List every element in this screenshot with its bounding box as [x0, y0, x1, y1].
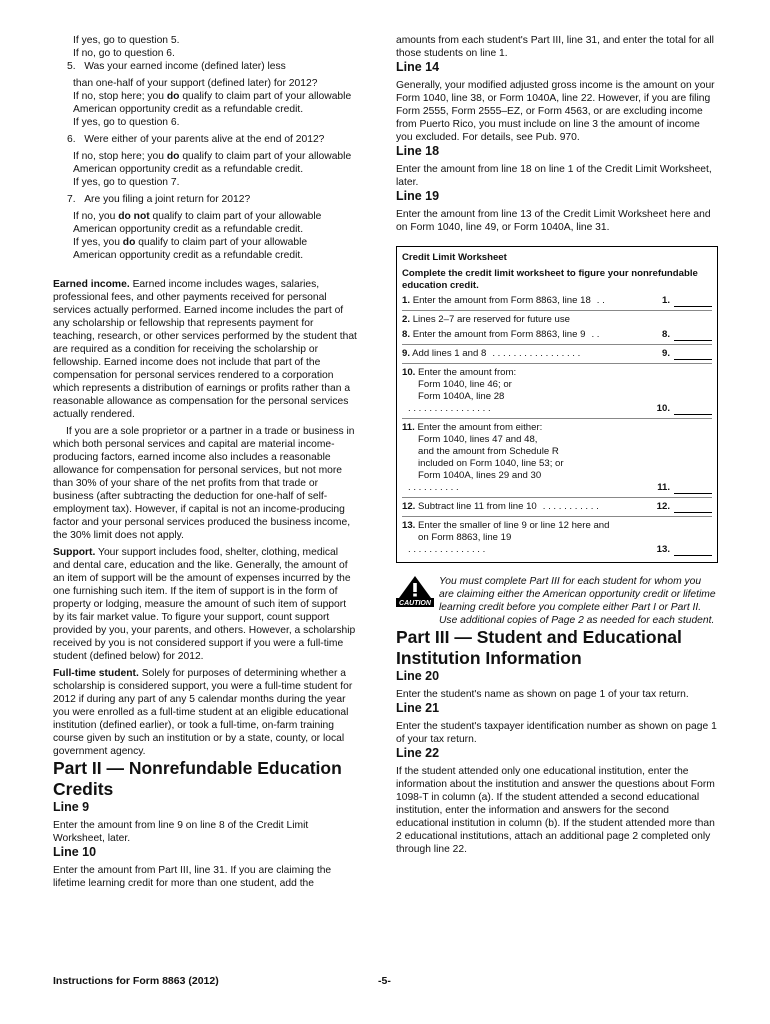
worksheet-row-number: 11. [402, 422, 415, 433]
q5-line: If yes, go to question 6. [73, 117, 180, 128]
footer-title: Instructions for Form 8863 (2012) [53, 975, 219, 987]
line-18-heading: Line 18 [396, 144, 440, 158]
question-text: Are you filing a joint return for 2012? [84, 194, 251, 205]
line-9-heading: Line 9 [53, 800, 90, 814]
line-20-text: Enter the student's name as shown on page 1 of your tax return. [396, 689, 689, 700]
line-10-heading: Line 10 [53, 845, 97, 859]
worksheet-row-text [402, 501, 648, 513]
fulltime-student-text: Solely for purposes of determining whether a scholarship is considered support, you were a full-time student for 2012 if during any part of any 5 calendar months during the year you were enrolled as a full-time student at an eligible educational institution (defined earlier), or took a full-time, on-farm training course given by such an institution or by a state, county, or local government agency. [53, 668, 353, 757]
worksheet-row-subline: Form 1040A, lines 29 and 30 [418, 470, 542, 481]
worksheet-entry-number: 9. [661, 348, 670, 359]
right-column [396, 34, 718, 856]
question-5 [53, 60, 358, 73]
worksheet-heading: Complete the credit limit worksheet to figure your nonrefundable education credit. [402, 268, 698, 291]
worksheet-row-number: 12. [402, 501, 416, 512]
worksheet-entry-field[interactable] [674, 545, 712, 556]
leader-dots: . . [596, 295, 605, 306]
worksheet-row [402, 516, 712, 556]
worksheet-entry-number: 1. [661, 295, 670, 306]
leader-dots: . . . . . . . . . . . . . . . . . [492, 348, 581, 359]
earned-income-paragraph-2: If you are a sole proprietor or a partner in a trade or business in which both personal services and capital are material income-producing factors, earned income also includes a reasonable allowance for compensation for personal services, but not more than 30% of your share of the net profits from that trade or business (after subtracting the deduction for one-half of self-employment tax). However, if capital is not an income-producing factor and your personal services produced the business income, the 30% limit does not apply. [53, 426, 355, 541]
q6-line: American opportunity credit as a refundable credit. [73, 164, 304, 175]
leader-dots: . . . . . . . . . . . [542, 501, 599, 512]
worksheet-entry-number: 11. [657, 482, 670, 493]
worksheet-row-number: 10. [402, 367, 416, 378]
worksheet-row [402, 418, 712, 494]
worksheet-rows [402, 295, 712, 556]
q5-text: If no, stop here; you [73, 91, 167, 102]
question-number: 7. [67, 194, 76, 205]
q6-line: If yes, go to question 7. [73, 177, 180, 188]
worksheet-row [402, 295, 712, 307]
worksheet-entry-number: 13. [656, 544, 670, 555]
line-14-heading: Line 14 [396, 60, 440, 74]
q7-bold: do not [118, 211, 150, 222]
q7-text: qualify to claim part of your allowable [149, 211, 322, 222]
worksheet-row-text [402, 329, 648, 341]
q7-text: qualify to claim part of your allowable [135, 237, 308, 248]
worksheet-row-number: 9. [402, 348, 411, 359]
worksheet-row-number: 1. [402, 295, 411, 306]
caution-text: You must complete Part III for each student for whom you are claiming either the American opportunity credit or lifetime learning credit before you complete either Part I or Part II. Use additional copies of Page 2 as needed for each student. [439, 576, 716, 626]
q5-line: American opportunity credit as a refundable credit. [73, 104, 304, 115]
q5-text: qualify to claim part of your allowable [179, 91, 352, 102]
worksheet-row-text [402, 348, 648, 360]
q7-line: American opportunity credit as a refundable credit. [73, 224, 304, 235]
worksheet-entry-field[interactable] [674, 502, 712, 513]
worksheet-row-text [402, 367, 648, 415]
worksheet-row-text [402, 314, 712, 326]
q6-line [53, 150, 358, 163]
question-text: Was your earned income (defined later) less [84, 61, 286, 72]
fulltime-student-paragraph [53, 667, 358, 758]
line-19-heading: Line 19 [396, 189, 440, 203]
q6-text: qualify to claim part of your allowable [179, 151, 352, 162]
line-10-text: Enter the amount from Part III, line 31. If you are claiming the lifetime learning credit for more than one student, add the [53, 865, 332, 889]
support-heading: Support. [53, 547, 96, 558]
worksheet-row-label: Add lines 1 and 8 [412, 348, 487, 359]
q4-yes-text: If yes, go to question 5. [73, 35, 180, 46]
q7-line: American opportunity credit as a refundable credit. [73, 250, 304, 261]
worksheet-entry-field[interactable] [674, 330, 712, 341]
worksheet-row-label: Subtract line 11 from line 10 [418, 501, 537, 512]
fulltime-student-heading: Full-time student. [53, 668, 139, 679]
caution-note [396, 575, 718, 627]
support-paragraph [53, 546, 358, 663]
line-21-heading: Line 21 [396, 701, 440, 715]
worksheet-entry-number: 10. [656, 403, 670, 414]
part-2-title: Part II — Nonrefundable Education Credits [53, 758, 342, 799]
continued-text: amounts from each student's Part III, line 31, and enter the total for all those students on line 1. [396, 35, 714, 59]
worksheet-row-label: Enter the amount from either: [417, 422, 543, 433]
worksheet-row [402, 344, 712, 360]
line-9-text: Enter the amount from line 9 on line 8 of the Credit Limit Worksheet, later. [53, 820, 309, 844]
q7-line [53, 210, 358, 223]
part-3-title: Part III — Student and Educational Institution Information [396, 627, 682, 668]
worksheet-row-subline: included on Form 1040, line 53; or [418, 458, 564, 469]
worksheet-row-label: Enter the smaller of line 9 or line 12 here and [418, 520, 610, 531]
caution-icon-label: CAUTION [399, 600, 431, 607]
worksheet-row [402, 363, 712, 415]
worksheet-row [402, 497, 712, 513]
line-22-text: If the student attended only one educational institution, enter the information about the institution and answer the questions about Form 1098-T in column (a). If the student attended a second educational institution, enter the information and answers for the second educational institution in column (b). If the student attended more than 2 educational institutions, attach an additional page 2 completed only through line 22. [396, 766, 715, 855]
q7-text: If yes, you [73, 237, 123, 248]
worksheet-row-text [402, 422, 648, 494]
worksheet-entry-field[interactable] [674, 349, 712, 360]
q7-text: If no, you [73, 211, 119, 222]
worksheet-row-label: Lines 2–7 are reserved for future use [412, 314, 571, 325]
q5-bold: do [166, 91, 180, 102]
worksheet-row-text [402, 295, 648, 307]
worksheet-title: Credit Limit Worksheet [402, 252, 507, 263]
worksheet-row-subline: Form 1040, lines 47 and 48, [418, 434, 538, 445]
left-column [53, 34, 358, 890]
worksheet-row-subline: on Form 8863, line 19 [418, 532, 512, 543]
worksheet-entry-field[interactable] [674, 296, 712, 307]
question-7 [53, 193, 358, 206]
worksheet-row-subline: Form 1040, line 46; or [418, 379, 512, 390]
worksheet-row-label: Enter the amount from Form 8863, line 18 [412, 295, 591, 306]
worksheet-row-subline: Form 1040A, line 28 [418, 391, 505, 402]
line-18-text: Enter the amount from line 18 on line 1 of the Credit Limit Worksheet, later. [396, 164, 712, 188]
question-number: 5. [67, 61, 76, 72]
worksheet-entry-number: 12. [656, 501, 670, 512]
leader-dots: . . . . . . . . . . . . . . . [408, 544, 486, 555]
line-21-text: Enter the student's taxpayer identification number as shown on page 1 of your tax return. [396, 721, 717, 745]
line-22-heading: Line 22 [396, 746, 440, 760]
q4-no-text: If no, go to question 6. [73, 48, 175, 59]
worksheet-entry-field[interactable] [674, 404, 712, 415]
credit-limit-worksheet [396, 246, 718, 563]
q5-line [53, 90, 358, 103]
earned-income-paragraph [53, 278, 358, 421]
line-14-text: Generally, your modified adjusted gross income is the amount on your Form 1040, line 38, or Form 1040A, line 22. However, if you are filing Form 2555, Form 2555–EZ, or Form 4563, or are excluding income from Puerto Rico, you must include on line 3 the amount of income you excluded. For details, see Pub. 970. [396, 80, 715, 143]
q7-line [53, 236, 358, 249]
worksheet-row-subline: and the amount from Schedule R [418, 446, 559, 457]
worksheet-row-number: 8. [402, 329, 411, 340]
leader-dots: . . . . . . . . . . . . . . . . [408, 403, 491, 414]
line-19-text: Enter the amount from line 13 of the Credit Limit Worksheet here and on Form 1040, line 49, or Form 1040A, line 31. [396, 209, 711, 233]
worksheet-row-number: 2. [402, 314, 411, 325]
leader-dots: . . [591, 329, 600, 340]
question-number: 6. [67, 134, 76, 145]
q6-bold: do [166, 151, 180, 162]
earned-income-text: Earned income includes wages, salaries, professional fees, and other payments received for personal services actually performed. Earned income includes the part of any scholarship or fellowship that represents payment for teaching, research, or other services performed by the student that are required as a condition for receiving the scholarship or fellowship. Earned income does not include that part of the compensation for personal services rendered to a corporation which represents a distribution of earnings or profits rather than a reasonable allowance as compensation for the personal services actually rendered. [53, 279, 357, 420]
worksheet-entry-field[interactable] [674, 483, 712, 494]
worksheet-row-label: Enter the amount from Form 8863, line 9 [412, 329, 586, 340]
q6-text: If no, stop here; you [73, 151, 167, 162]
worksheet-row-label: Enter the amount from: [418, 367, 517, 378]
worksheet-entry-number: 8. [661, 329, 670, 340]
line-20-heading: Line 20 [396, 669, 440, 683]
question-text: Were either of your parents alive at the end of 2012? [84, 134, 325, 145]
q7-bold: do [122, 237, 136, 248]
page-number: -5- [378, 975, 391, 987]
support-text: Your support includes food, shelter, clothing, medical and dental care, education and the like. Generally, the amount of an item of support will be the amount of expenses incurred by the one furnishing such item. If the item of support is in the form of property or lodging, measure the amount of such item of support by its fair market value. To figure your support, count support provided by you, your parents, and others. However, a scholarship received by you is not considered support if you were a full-time student (defined below) for 2012. [53, 547, 356, 662]
earned-income-heading: Earned income. [53, 279, 130, 290]
worksheet-row-number: 13. [402, 520, 416, 531]
question-6 [53, 133, 358, 146]
leader-dots: . . . . . . . . . . [408, 482, 459, 493]
worksheet-row-text [402, 520, 648, 556]
q5-line: than one-half of your support (defined later) for 2012? [73, 78, 318, 89]
caution-icon [396, 575, 434, 627]
worksheet-row [402, 310, 712, 326]
worksheet-row [402, 329, 712, 341]
